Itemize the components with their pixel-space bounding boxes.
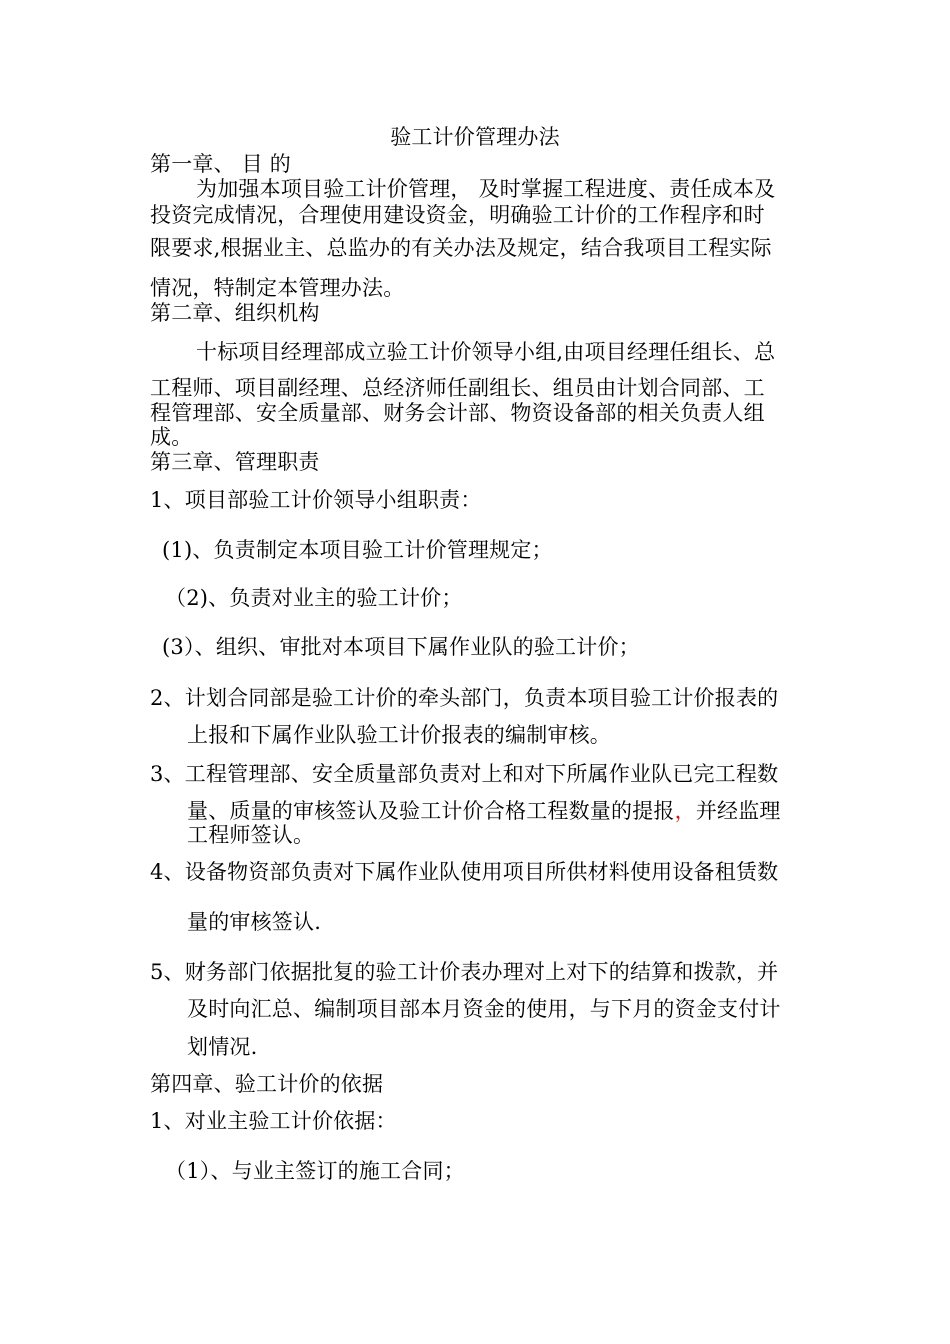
chapter1-para-line: 投资完成情况，合理使用建设资金，明确验工计价的工作程序和时 [150,203,765,227]
chapter3-item2-line: 上报和下属作业队验工计价报表的编制审核。 [187,723,611,747]
chapter2-heading: 第二章、组织机构 [150,301,320,325]
chapter3-item2-line: 2、计划合同部是验工计价的牵头部门，负责本项目验工计价报表的 [150,686,779,710]
chapter4-heading: 第四章、验工计价的依据 [150,1072,384,1096]
chapter3-item3-line: 工程师签认。 [187,823,315,847]
chapter3-heading: 第三章、管理职责 [150,450,320,474]
chapter1-heading: 第一章、 目 的 [150,152,291,176]
item3-text: 量、质量的审核签认及验工计价合格工程数量的提报 [187,799,675,823]
chapter4-item1: 1、对业主验工计价依据： [150,1109,397,1133]
chapter3-item3-line: 3、工程管理部、安全质量部负责对上和对下所属作业队已完工程数 [150,762,779,786]
chapter2-para-line: 成。 [150,425,193,449]
chapter1-para-line: 情况，特制定本管理办法。 [150,276,405,300]
chapter3-item4-line: 4、设备物资部负责对下属作业队使用项目所供材料使用设备租赁数 [150,860,779,884]
chapter3-sub1: (1)、负责制定本项目验工计价管理规定； [162,538,553,562]
chapter3-item5-line: 划情况. [187,1035,258,1059]
chapter3-sub3: (3）、组织、审批对本项目下属作业队的验工计价； [162,635,640,659]
chapter2-para-line: 程管理部、安全质量部、财务会计部、物资设备部的相关负责人组 [150,401,765,425]
red-comma: ， [674,799,696,823]
chapter3-sub2: （2)、负责对业主的验工计价； [165,586,463,610]
chapter3-item4-line: 量的审核签认. [187,910,322,934]
chapter4-sub1: （1）、与业主签订的施工合同； [165,1159,465,1183]
chapter2-para-line: 十标项目经理部成立验工计价领导小组,由项目经理任组长、总 [196,340,776,364]
chapter3-item1: 1、项目部验工计价领导小组职责： [150,488,482,512]
chapter3-item3-line [187,798,781,824]
chapter1-para-line: 限要求,根据业主、总监办的有关办法及规定，结合我项目工程实际 [150,236,772,260]
chapter3-item5-line: 及时向汇总、编制项目部本月资金的使用，与下月的资金支付计 [187,997,781,1021]
chapter2-para-line: 工程师、项目副经理、总经济师任副组长、组员由计划合同部、工 [150,376,765,400]
chapter3-item5-line: 5、财务部门依据批复的验工计价表办理对上对下的结算和拨款，并 [150,960,779,984]
chapter1-para-line: 为加强本项目验工计价管理， 及时掌握工程进度、责任成本及 [196,177,776,201]
item3-text-tail: 并经监理 [695,799,781,823]
document-title: 验工计价管理办法 [390,125,560,149]
